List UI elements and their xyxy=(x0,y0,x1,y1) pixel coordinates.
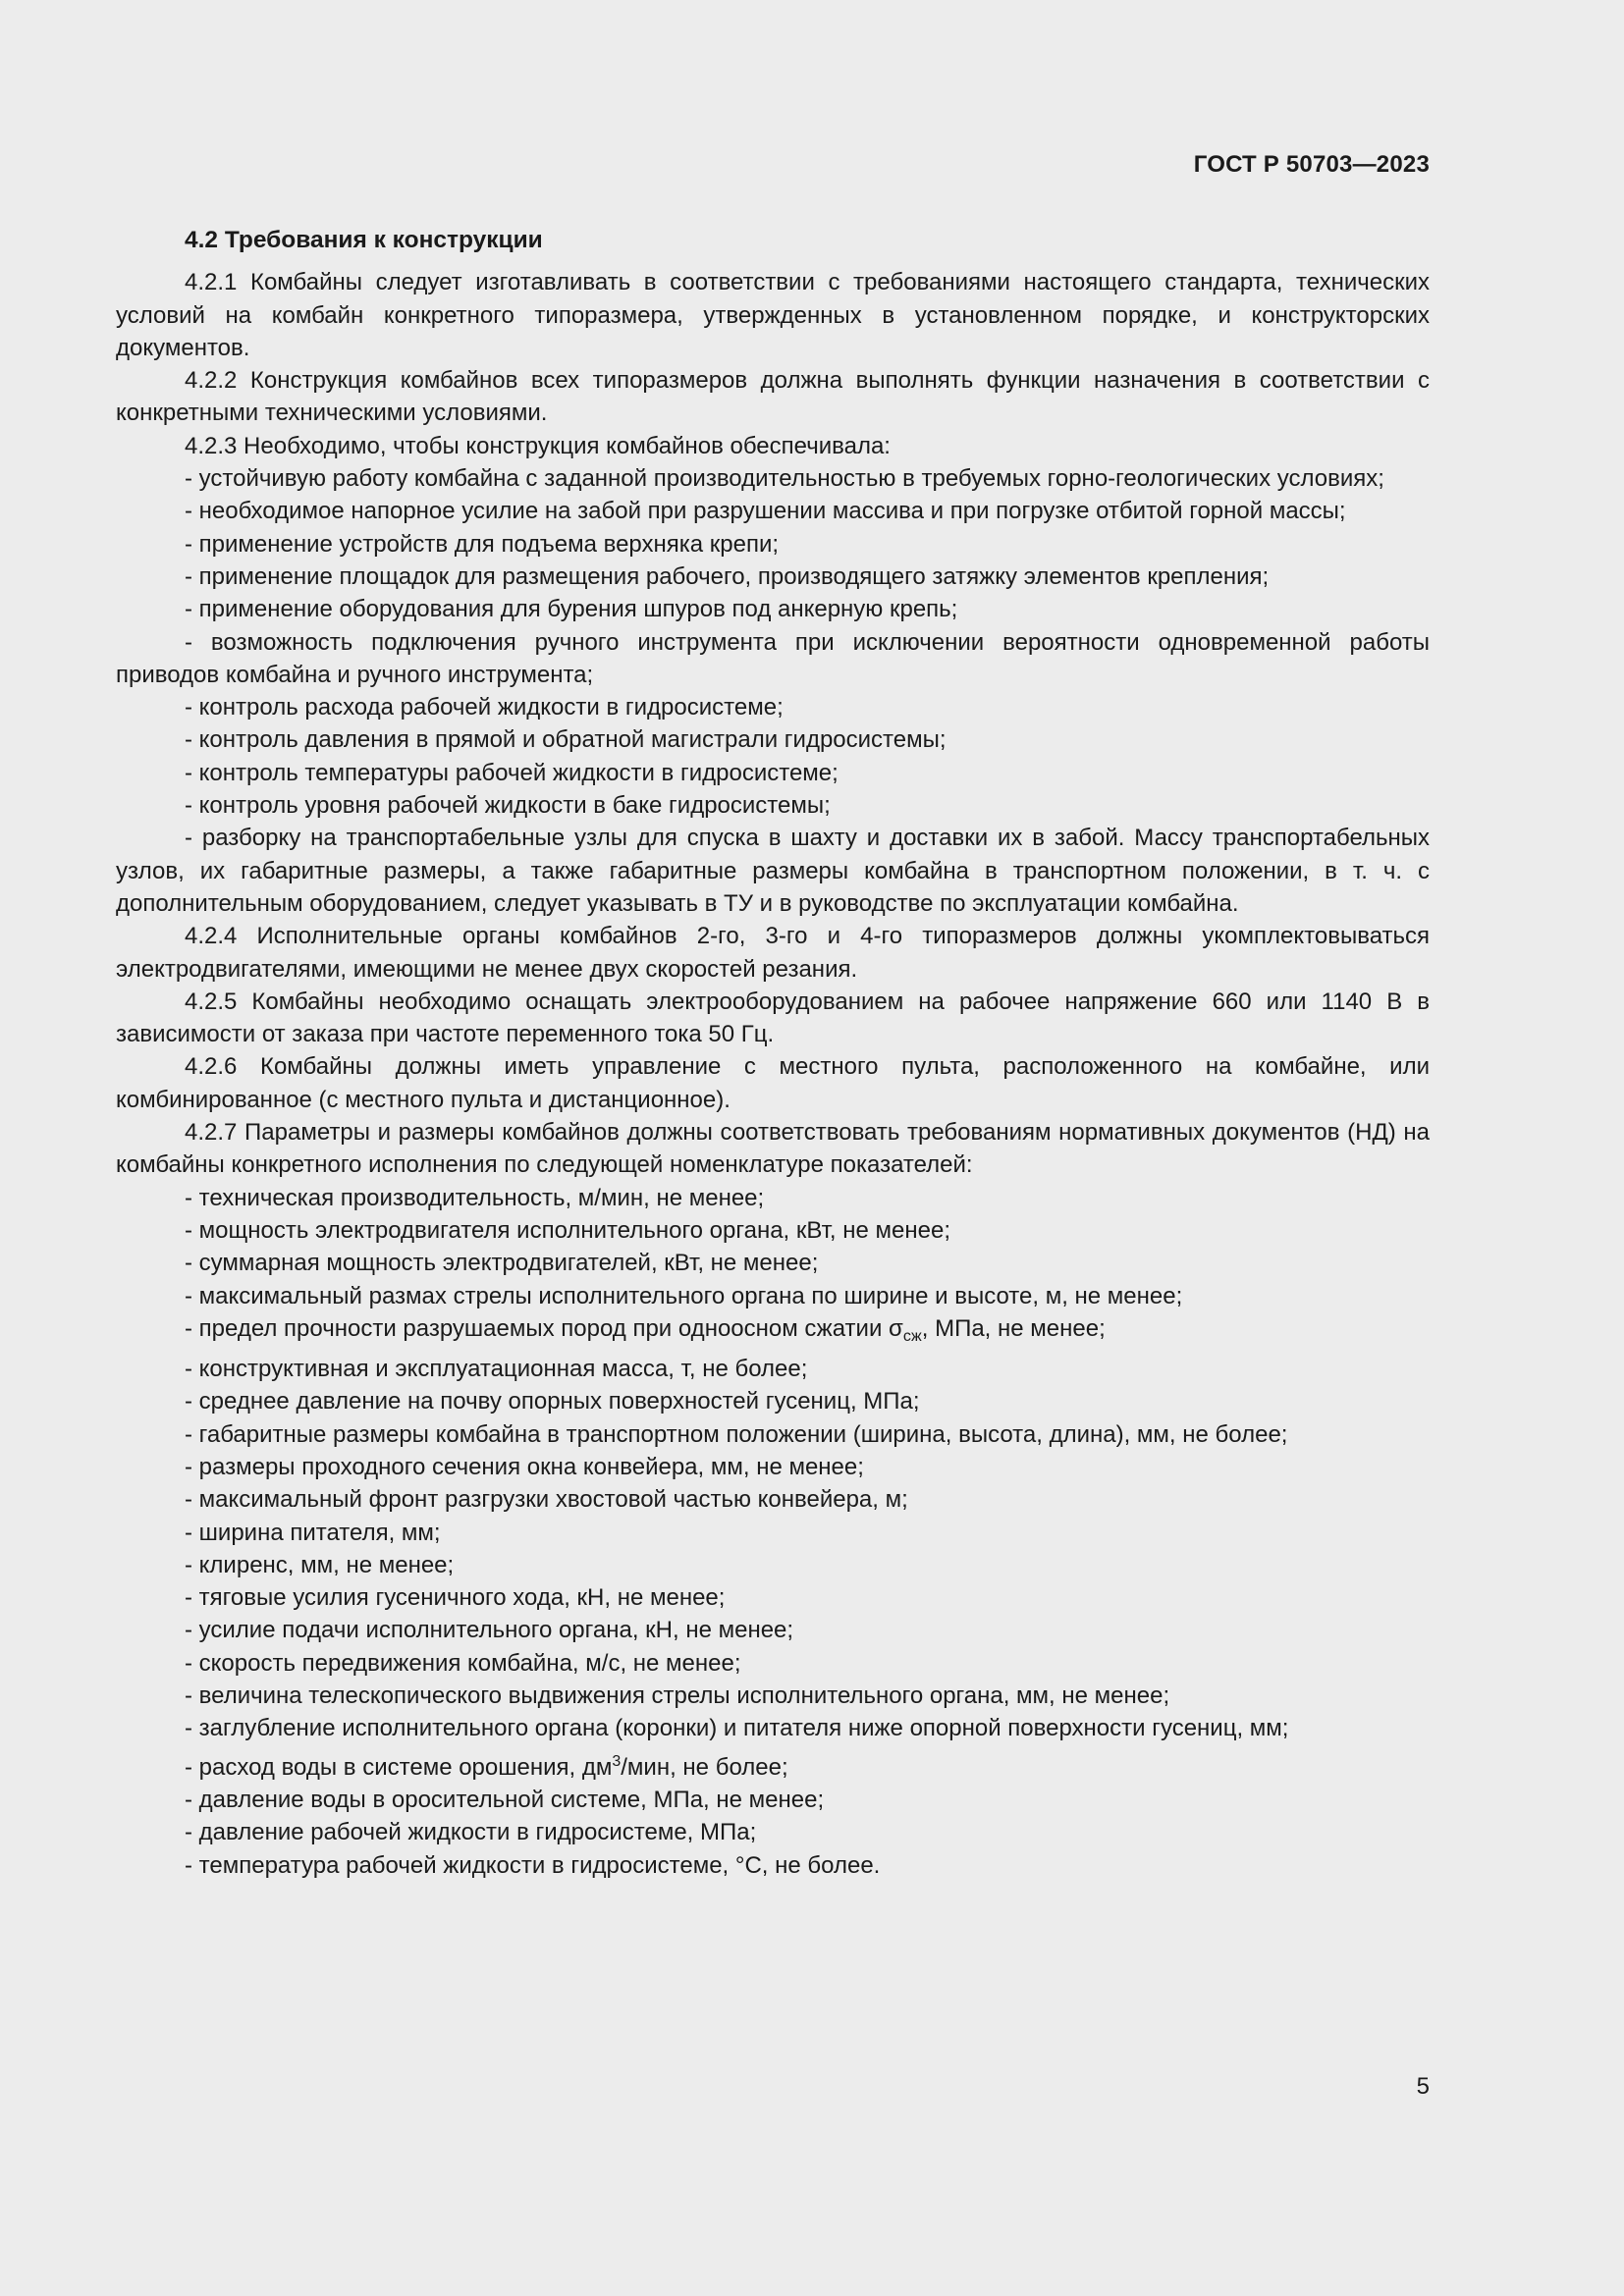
paragraph-4-2-7: 4.2.7 Параметры и размеры комбайнов должны соответствовать требованиям нормативных документов (НД) на комбайны конкретного исполнения по следующей номенклатуре показателей: xyxy=(116,1119,1430,1179)
list-item-text: /мин, не более; xyxy=(621,1753,788,1781)
paragraph-4-2-4: 4.2.4 Исполнительные органы комбайнов 2-го, 3-го и 4-го типоразмеров должны укомплектовываться электродвигателями, имеющими не менее двух скоростей резания. xyxy=(116,923,1430,983)
list-item: - давление рабочей жидкости в гидросистеме, МПа; xyxy=(185,1819,757,1846)
list-item: - контроль давления в прямой и обратной магистрали гидросистемы; xyxy=(185,726,947,754)
paragraph-4-2-1: 4.2.1 Комбайны следует изготавливать в соответствии с требованиями настоящего стандарта, технических условий на комбайн конкретного типоразмера, утвержденных в установленном порядке, и конструкторских документов. xyxy=(116,269,1430,361)
superscript: 3 xyxy=(612,1752,622,1770)
list-item: - возможность подключения ручного инструмента при исключении вероятности одновременной работы приводов комбайна и ручного инструмента; xyxy=(116,628,1430,688)
list-item: - скорость передвижения комбайна, м/с, не менее; xyxy=(185,1649,741,1677)
paragraph-4-2-6: 4.2.6 Комбайны должны иметь управление с местного пульта, расположенного на комбайне, или комбинированное (с местного пульта и дистанционное). xyxy=(116,1053,1430,1113)
list-4-2-7 xyxy=(116,1182,1430,1882)
list-item: - контроль температуры рабочей жидкости в гидросистеме; xyxy=(185,759,839,786)
list-item-text: - расход воды в системе орошения, дм xyxy=(185,1753,613,1781)
list-item: - тяговые усилия гусеничного хода, кН, не менее; xyxy=(185,1584,726,1612)
list-item: - устойчивую работу комбайна с заданной производительностью в требуемых горно-геологических условиях; xyxy=(185,465,1384,493)
section-title: 4.2 Требования к конструкции xyxy=(185,227,543,253)
list-item: - максимальный размах стрелы исполнительного органа по ширине и высоте, м, не менее; xyxy=(185,1282,1183,1309)
list-item: - величина телескопического выдвижения стрелы исполнительного органа, мм, не менее; xyxy=(185,1682,1170,1710)
list-item: - температура рабочей жидкости в гидросистеме, °С, не более. xyxy=(185,1851,881,1879)
list-item: - давление воды в оросительной системе, МПа, не менее; xyxy=(185,1786,825,1813)
list-item: - контроль уровня рабочей жидкости в баке гидросистемы; xyxy=(185,792,831,820)
list-item-text: , МПа, не менее; xyxy=(921,1314,1106,1342)
list-item: - техническая производительность, м/мин, не менее; xyxy=(185,1184,765,1211)
list-item: - применение площадок для размещения рабочего, производящего затяжку элементов крепления; xyxy=(185,562,1270,590)
list-item: - мощность электродвигателя исполнительного органа, кВт, не менее; xyxy=(185,1216,950,1244)
list-item xyxy=(116,1745,1430,1784)
page-number: 5 xyxy=(1416,2073,1430,2100)
list-item: - разборку на транспортабельные узлы для спуска в шахту и доставки их в забой. Массу транспортабельных узлов, их габаритные размеры, а также габаритные размеры комбайна в транспортном положении, в т. ч. с дополнительным оборудованием, следует указывать в ТУ и в руководстве по эксплуатации комбайна. xyxy=(116,825,1430,917)
list-item: - усилие подачи исполнительного органа, кН, не менее; xyxy=(185,1617,794,1644)
list-item: - суммарная мощность электродвигателей, кВт, не менее; xyxy=(185,1250,819,1277)
list-item: - габаритные размеры комбайна в транспортном положении (ширина, высота, длина), мм, не более; xyxy=(185,1420,1288,1448)
list-item: - необходимое напорное усилие на забой при разрушении массива и при погрузке отбитой горной массы; xyxy=(185,498,1346,525)
list-item: - клиренс, мм, не менее; xyxy=(185,1551,455,1578)
paragraph-4-2-5: 4.2.5 Комбайны необходимо оснащать электрооборудованием на рабочее напряжение 660 или 1140 В в зависимости от заказа при частоте переменного тока 50 Гц. xyxy=(116,988,1430,1048)
list-item-text: - предел прочности разрушаемых пород при одноосном сжатии σ xyxy=(185,1314,903,1342)
paragraph-4-2-2: 4.2.2 Конструкция комбайнов всех типоразмеров должна выполнять функции назначения в соответствии с конкретными техническими условиями. xyxy=(116,367,1430,427)
list-item: - применение устройств для подъема верхняка крепи; xyxy=(185,530,780,558)
list-item: - ширина питателя, мм; xyxy=(185,1519,441,1546)
paragraph-4-2-3: 4.2.3 Необходимо, чтобы конструкция комбайнов обеспечивала: xyxy=(185,432,891,459)
document-id-header: ГОСТ Р 50703—2023 xyxy=(1193,151,1430,178)
list-item xyxy=(116,1312,1430,1353)
list-item: - заглубление исполнительного органа (коронки) и питателя ниже опорной поверхности гусениц, мм; xyxy=(185,1715,1289,1742)
list-4-2-3 xyxy=(116,462,1430,920)
list-item: - среднее давление на почву опорных поверхностей гусениц, МПа; xyxy=(185,1388,920,1415)
list-item: - применение оборудования для бурения шпуров под анкерную крепь; xyxy=(185,596,958,623)
list-item: - конструктивная и эксплуатационная масса, т, не более; xyxy=(185,1356,808,1383)
subscript: сж xyxy=(902,1327,922,1345)
page-content xyxy=(116,224,1430,1882)
list-item: - размеры проходного сечения окна конвейера, мм, не менее; xyxy=(185,1453,864,1480)
list-item: - контроль расхода рабочей жидкости в гидросистеме; xyxy=(185,694,784,721)
list-item: - максимальный фронт разгрузки хвостовой частью конвейера, м; xyxy=(185,1486,908,1514)
